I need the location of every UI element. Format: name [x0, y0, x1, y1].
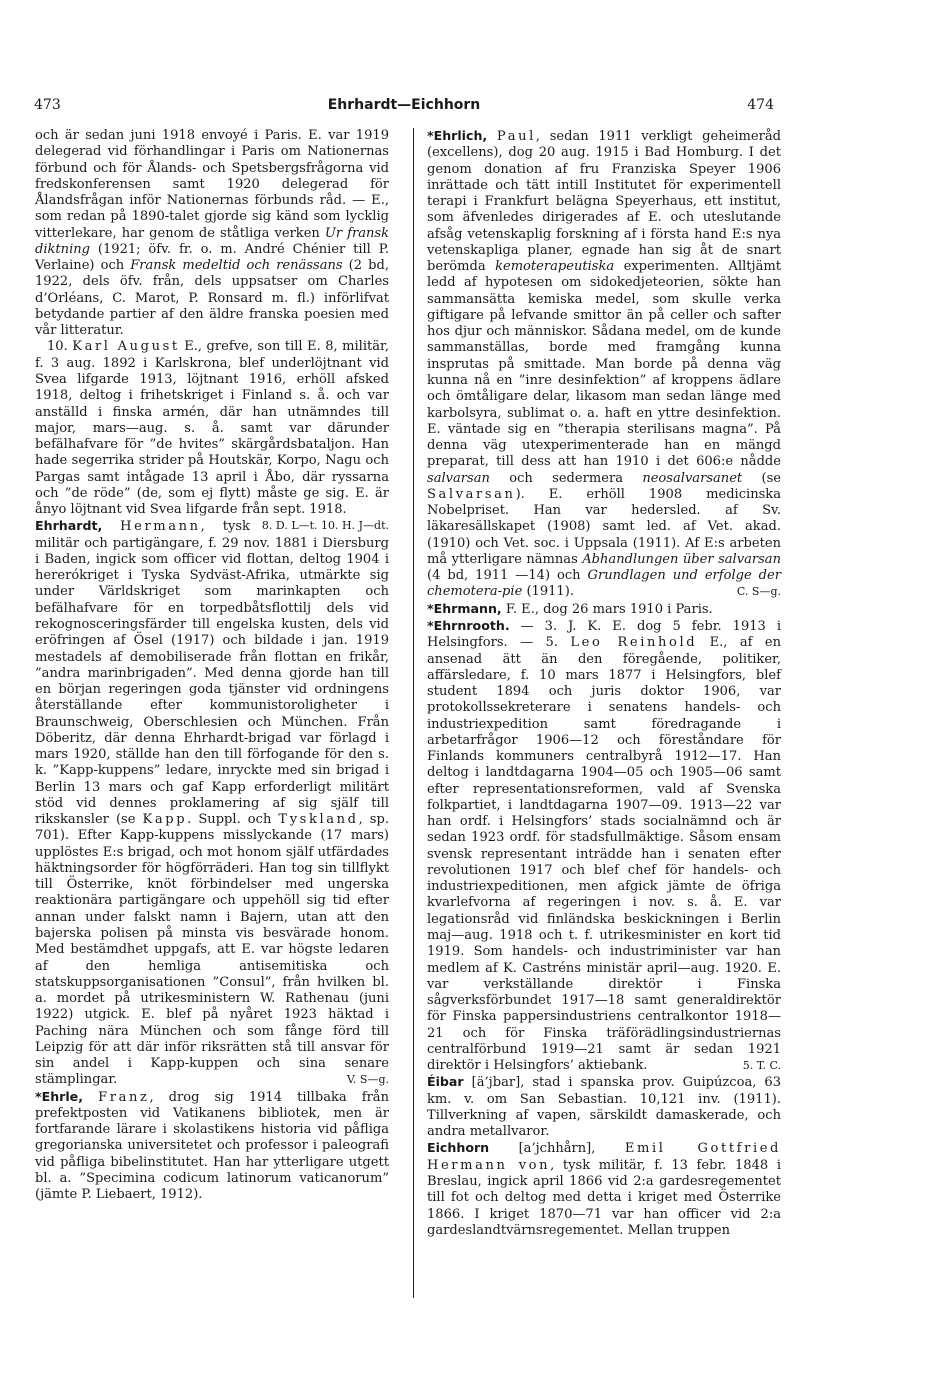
entry-ehrhardt: Ehrhardt, Hermann, tysk militär och partigängare, f. 29 nov. 1881 i Diersburg i Baden, ingick som officer vid flottan, deltog 1904 i hererókriget i Tyska Sydväst-Afrika, utmärkte sig under Världskriget som marinkapten och befälhafvare för en torpedbåtsflottilj dels vid rekognosceringsfärder till engelska kusten, dels vid eröfringen af Ösel (1917) och bildade i jan. 1919 mestadels af demobiliserade från flottan en frikår, ”andra marinbrigaden”. Med denna gjorde han till en början regeringen goda tjänster vid ordningens återställande efter kommunistoroligheter i Braunschweig, Oberschlesien och München. Från Döberitz, där denna Ehrhardt-brigad var förlagd i mars 1920, ställde han den till förfogande för den s. k. ”Kapp-kuppens” ledare, inryckte med sin brigad i Berlin 13 mars och gaf Kapp erforderligt militärt stöd vid dennes proklamering af sig själf till rikskansler (se Kapp. Suppl. och Tyskland, sp. 701). Efter Kapp-kuppens misslyckande (17 mars) upplöstes E:s brigad, och mot honom själf utfärdades häktningsorder för högförräderi. Han tog sin tillflykt till Österrike, knöt förbindelser med ungerska reaktionära partigängare och uppehöll sig tid efter annan under falskt namn i Bajern, utan att den bajerska polisen på minsta vis besvärade honom. Med bestämdhet uppgafs, att E. var högste ledaren af den hemliga antisemitiska och statskuppsorganisationen ”Consul”, från hvilken bl. a. mordet på utrikesministern W. Rathenau (juni 1922) utgick. E. blef på nyåret 1923 häktad i Paching nära München och som fånge förd till Leipzig för att där inför riksrätten stå till ansvar för sin andel i Kapp-kuppen och sina senare stämplingar. V. S—g. — [35, 518, 389, 1088]
entry-ehrle: *Ehrle, Franz, drog sig 1914 tillbaka från prefektposten vid Vatikanens bibliotek, men är fortfarande lärare i skolastikens historia vid påfliga gregorianska universitetet och professor i paleografi vid påfliga bibelinstitutet. Han har ytterligare utgett bl. a. ”Specimina codicum latinorum vaticanorum” (jämte P. Liebaert, 1912). — [35, 1088, 389, 1203]
column-divider — [413, 128, 414, 1298]
entry-eichhorn: Eichhorn [a’jchhårn], Emil Gottfried Hermann von, tysk militär, f. 13 febr. 1848 i Breslau, ingick april 1866 vid 2:a gardesregementet till fot och deltog med detta i kriget med Österrike 1866. I kriget 1870—71 var han officer vid 2:a gardeslandtvärnsregementet. Mellan truppen — [427, 1140, 781, 1238]
right-column — [427, 128, 781, 1239]
headword: *Ehrmann, — [427, 600, 502, 616]
signature: V. S—g. — [346, 1073, 389, 1087]
headword: *Ehrnrooth. — [427, 617, 510, 633]
headword: Eichhorn — [427, 1140, 490, 1156]
headword: *Ehrlich, — [427, 128, 488, 143]
running-head: Ehrhardt—Eichhorn — [327, 97, 481, 113]
headword: Ehrhardt, — [35, 518, 103, 534]
entry-karl-august: 10. Karl August E., grefve, son till E. 8, militär, f. 3 aug. 1892 i Karlskrona, blef underlöjtnant vid Svea lifgarde 1913, löjtnant 1916, erhöll afsked 1918, deltog i frihetskriget i Finland s. å. och var anställd i finska armén, där han utnämndes till major, mars—aug. s. å. samt var därunder befälhafvare för ”de hvites” skärgårdsbataljon. Han hade segerrika strider på Houtskär, Korpo, Nagu och Pargas samt intågade 13 april i Åbo, där ryssarna och ”de röde” (de, som ej flytt) måste ge sig. E. är ånyo löjtnant vid Svea lifgarde från sept. 1918. 8. D. L—t. 10. H. J—dt. — [35, 339, 389, 518]
entry-continuation: och är sedan juni 1918 envoyé i Paris. E. var 1919 delegerad vid förhandlingar i Paris om Nationernas förbund och för Ålands- och Spetsbergsfrågorna vid fredskonferensen samt 1920 delegerad för Ålandsfrågan inför Nationernas förbunds råd. — E., som redan på 1890-talet gjorde sig känd som lycklig vitterlekare, har genom de ståtliga verken Ur fransk diktning (1921; öfv. fr. o. m. André Chénier till P. Verlaine) och Fransk medeltid och renässans (2 bd, 1922, dels öfv. från, dels uppsatser om Charles d’Orléans, C. Marot, P. Ronsard m. fl.) införlifvat betydande partier af den äldre franska poesien med vår litteratur. — [35, 128, 389, 339]
headword: Éibar — [427, 1074, 464, 1090]
left-column — [35, 128, 389, 1204]
headword: *Ehrle, — [35, 1088, 84, 1104]
page-header — [34, 97, 774, 117]
page-number-right: 474 — [747, 97, 774, 113]
entry-ehrlich: *Ehrlich, Paul, sedan 1911 verkligt geheimeråd (excellens), dog 20 aug. 1915 i Bad Homburg. I det genom donation af fru Franziska Speyer 1906 inrättade och tätt intill Institutet för experimentell terapi i Frankfurt belägna Speyerhaus, ett institut, som äfvenledes dirigerades af E. och uteslutande afsåg vetenskaplig forskning af i första hand E:s nya vetenskapliga planer, egnade han sig åt de snart berömda kemoterapeutiska experimenten. Alltjämt ledd af hypotesen om sidokedjeteorien, sökte han sammansätta kemiska medel, som skulle verka giftigare på lefvande smittor än på celler och safter hos djur och människor. Sådana medel, om de kunde sammanställas, borde med framgång kunna insprutas på smittade. Man borde på denna väg kunna nå en ”inre desinfektion” af kroppens ädlare och ömtåligare delar, likasom man sedan länge med karbolsyra, sublimat o. a. haft en yttre desinfektion. E. väntade sig en ”therapia sterilisans magna”. På denna väg utexperimenterade han en mängd preparat, till dess att han 1910 i det 606:e nådde salvarsan och sedermera neosalvarsanet (se Salvarsan). E. erhöll 1908 medicinska Nobelpriset. Han var hedersled. af Sv. läkaresällskapet (1908) samt led. af Vet. akad. (1910) och Vet. soc. i Uppsala (1911). Af E:s arbeten må ytterligare nämnas Abhandlungen über salvarsan (4 bd, 1911 —14) och Grundlagen und erfolge der chemotera-pie (1911). C. S—g. — [427, 128, 782, 600]
entry-ehrnrooth: *Ehrnrooth. — 3. J. K. E. dog 5 febr. 1913 i Helsingfors. — 5. Leo Reinhold E., af en ansenad ätt än den föregående, politiker, affärsledare, f. 10 mars 1877 i Helsingfors, blef student 1894 och juris doktor 1906, var protokollssekreterare i senatens handels- och industriexpedition samt föredragande i arbetarfrågor 1906—12 och föreståndare för Finlands kommuners centralbyrå 1912—17. Han deltog i landtdagarna 1904—05 och 1905—06 samt efter representationsreformen, vald af Svenska folkpartiet, i landtdagarna 1907—09. 1913—22 var han ordf. i Helsingfors’ stads socialnämnd och är sedan 1923 ordf. för stadsfullmäktige. Såsom ensam svensk representant inträdde han i senaten efter revolutionen 1917 och blef chef för handels- och industriexpeditionen, men afgick jämte de öfriga kvarlefvorna af regeringen i nov. s. å. E. var legationsråd vid finländska beskickningen i Berlin maj—aug. 1918 och t. f. utrikesminister en kort tid 1919. Som handels- och industriminister var han medlem af K. Castréns ministär april—aug. 1920. E. var verkställande direktör i Finska sågverksförbundet 1917—18 samt generaldirektör för Finska pappersindustriens centralkontor 1918—21 och för Finska träförädlingsindustriernas centralförbund 1919—21 samt är sedan 1921 direktör i Helsingfors’ aktiebank. 5. T. C. — [427, 617, 781, 1074]
entry-eibar: Éibar [ä’jbar], stad i spanska prov. Guipúzcoa, 63 km. v. om San Sebastian. 10,121 inv. (1911). Tillverkning af vapen, särskildt damaskerade, och andra metallvaror. — [427, 1074, 781, 1140]
page-number-left: 473 — [34, 97, 61, 113]
signature: 8. D. L—t. 10. H. J—dt. — [261, 519, 389, 533]
signature: 5. T. C. — [742, 1059, 781, 1073]
signature: C. S—g. — [736, 585, 781, 599]
entry-ehrmann: *Ehrmann, F. E., dog 26 mars 1910 i Paris. — [427, 600, 713, 617]
